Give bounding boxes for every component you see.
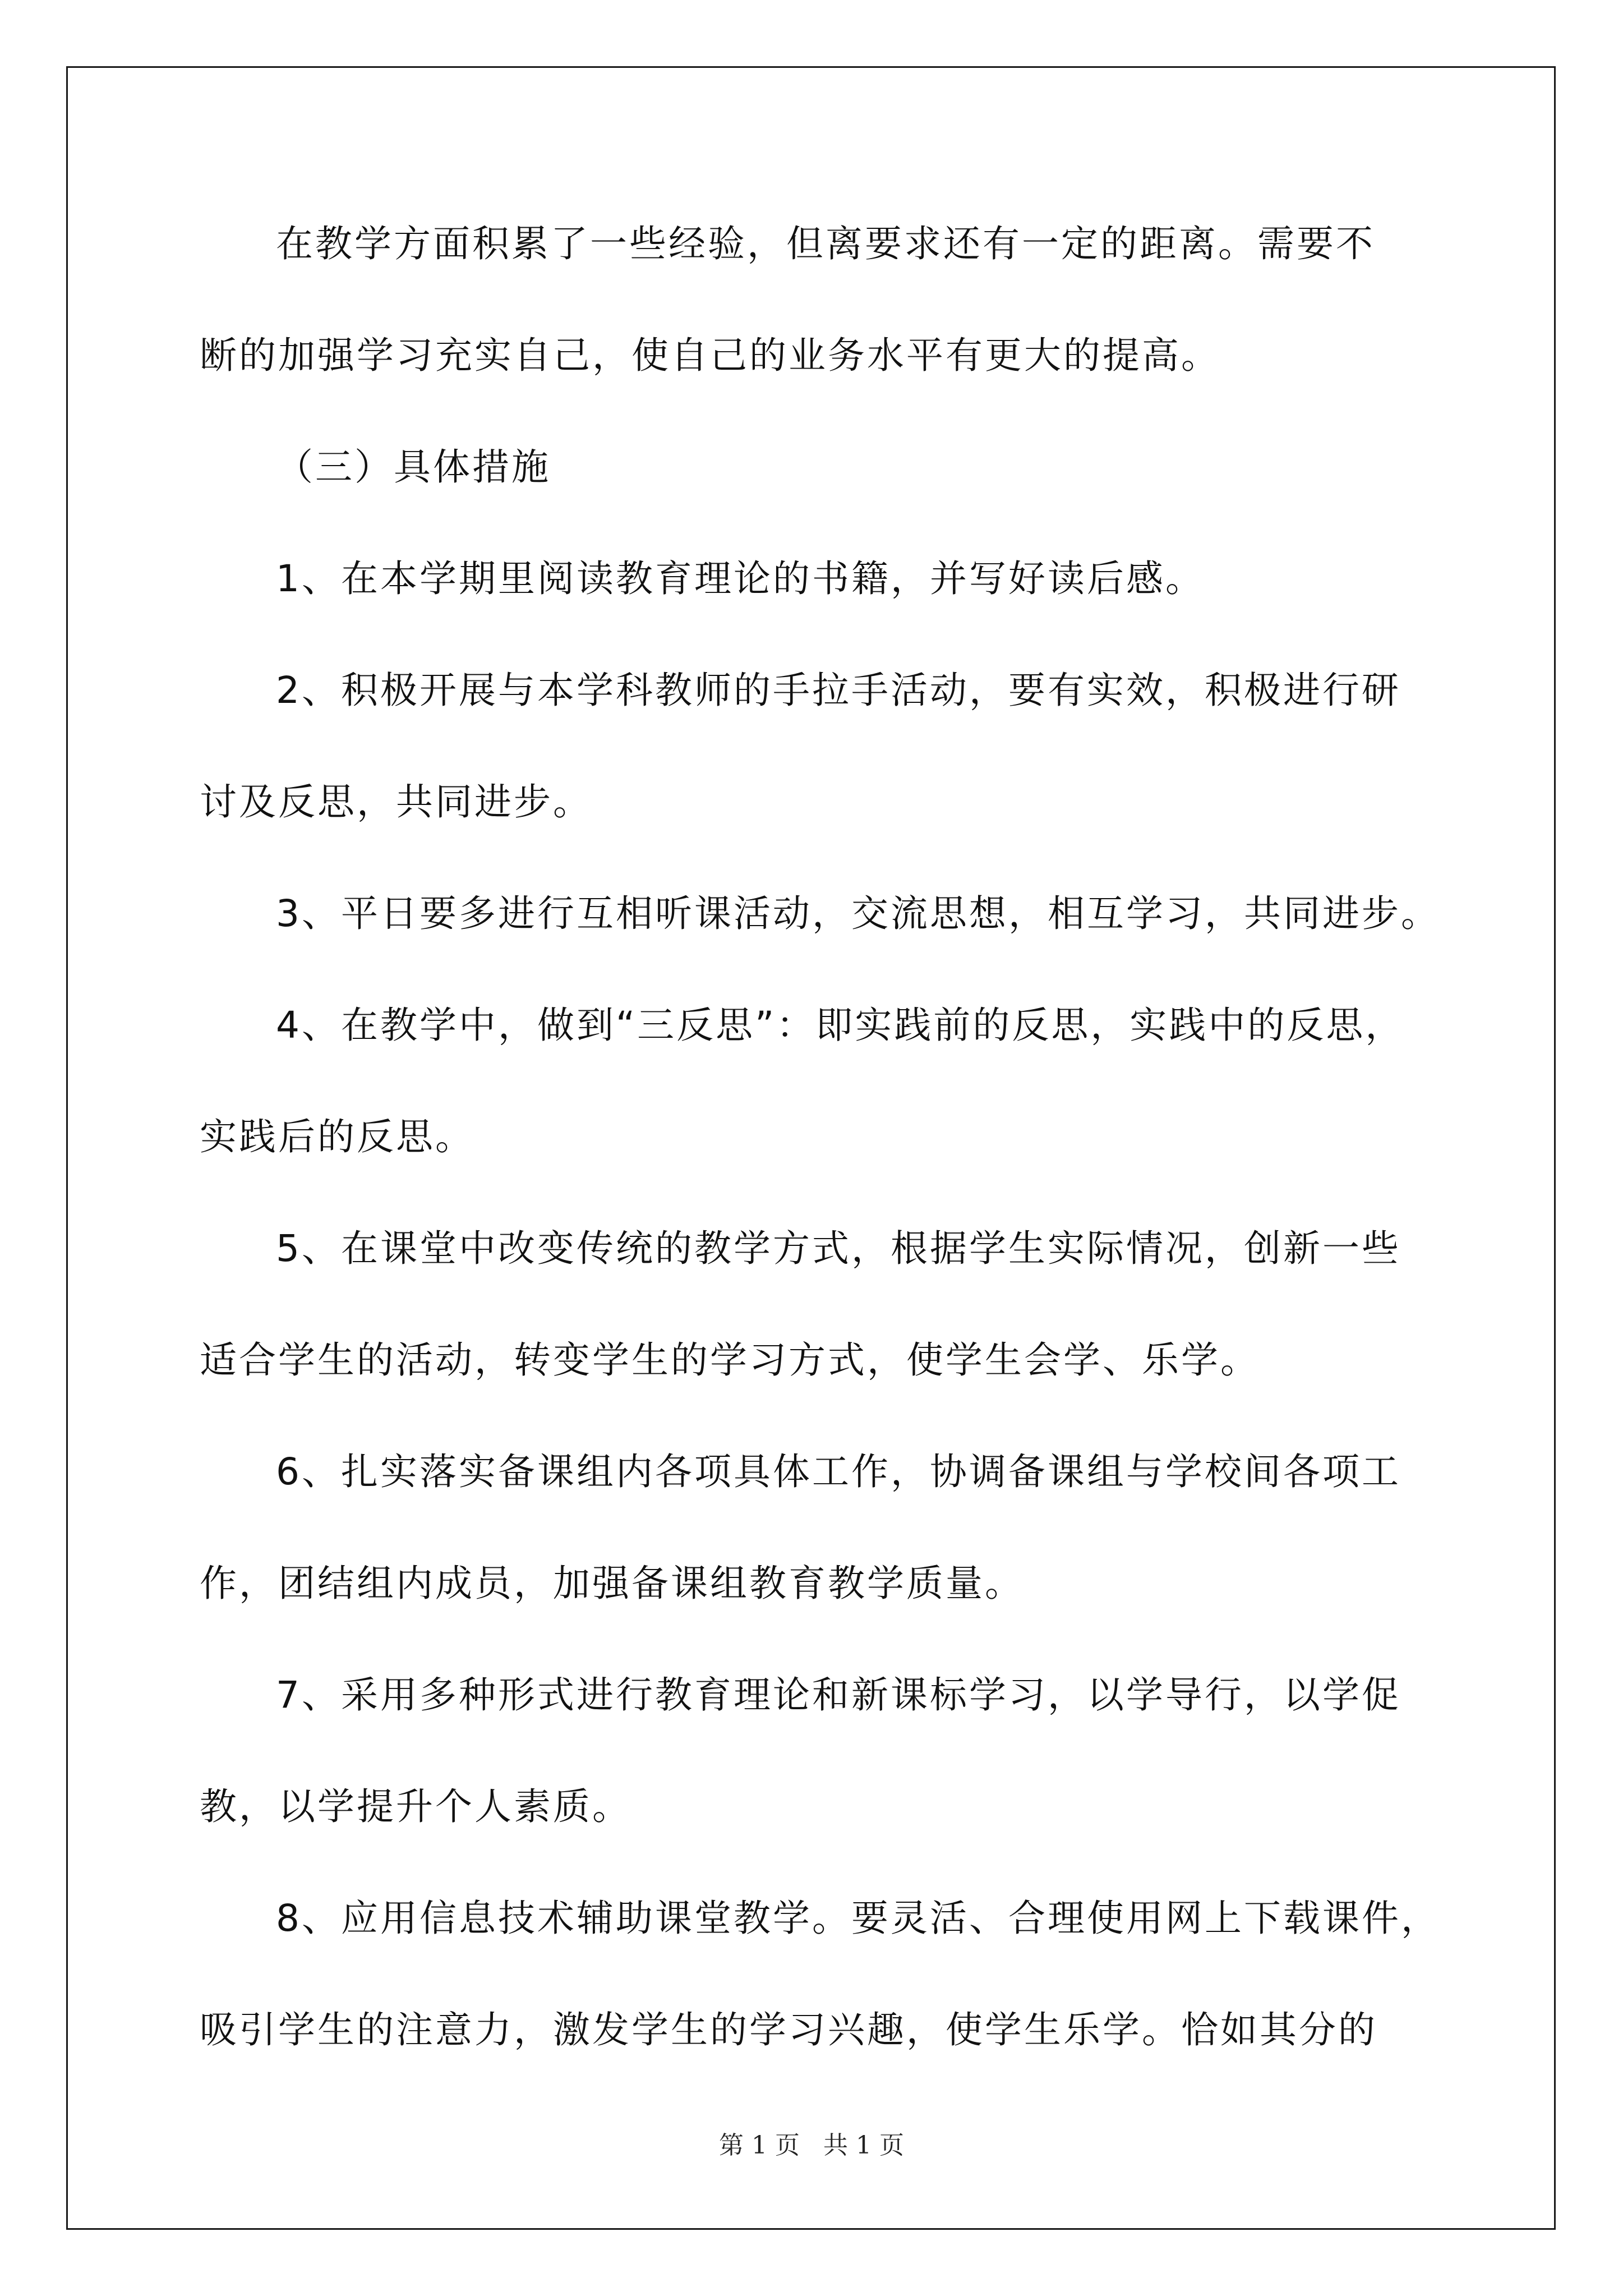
paragraph-line: 7、采用多种形式进行教育理论和新课标学习，以学导行，以学促 [276, 1673, 1401, 1717]
paragraph-line: 2、积极开展与本学科教师的手拉手活动，要有实效，积极进行研 [276, 669, 1401, 712]
paragraph-line: 1、在本学期里阅读教育理论的书籍，并写好读后感。 [276, 557, 1205, 600]
section-heading: （三）具体措施 [276, 445, 551, 489]
paragraph-line: 适合学生的活动，转变学生的学习方式，使学生会学、乐学。 [200, 1338, 1260, 1382]
paragraph-line: 讨及反思，共同进步。 [200, 780, 592, 823]
paragraph-line: 教，以学提升个人素质。 [200, 1785, 631, 1828]
paragraph-line: 在教学方面积累了一些经验，但离要求还有一定的距离。需要不 [276, 222, 1375, 265]
paragraph-line: 8、应用信息技术辅助课堂教学。要灵活、合理使用网上下载课件， [276, 1897, 1440, 1940]
paragraph-line: 6、扎实落实备课组内各项具体工作，协调备课组与学校间各项工 [276, 1450, 1401, 1493]
paragraph-line: 实践后的反思。 [200, 1115, 474, 1158]
paragraph-line: 3、平日要多进行互相听课活动，交流思想，相互学习，共同进步。 [276, 892, 1440, 935]
page-number-footer: 第 1 页 共 1 页 [719, 2131, 904, 2160]
paragraph-line: 4、在教学中，做到“三反思”：即实践前的反思，实践中的反思， [276, 1004, 1405, 1047]
paragraph-line: 吸引学生的注意力，激发学生的学习兴趣，使学生乐学。恰如其分的 [200, 2008, 1377, 2051]
paragraph-line: 5、在课堂中改变传统的教学方式，根据学生实际情况，创新一些 [276, 1227, 1401, 1270]
paragraph-line: 作，团结组内成员，加强备课组教育教学质量。 [200, 1562, 1024, 1605]
paragraph-line: 断的加强学习充实自己，使自己的业务水平有更大的提高。 [200, 334, 1220, 377]
